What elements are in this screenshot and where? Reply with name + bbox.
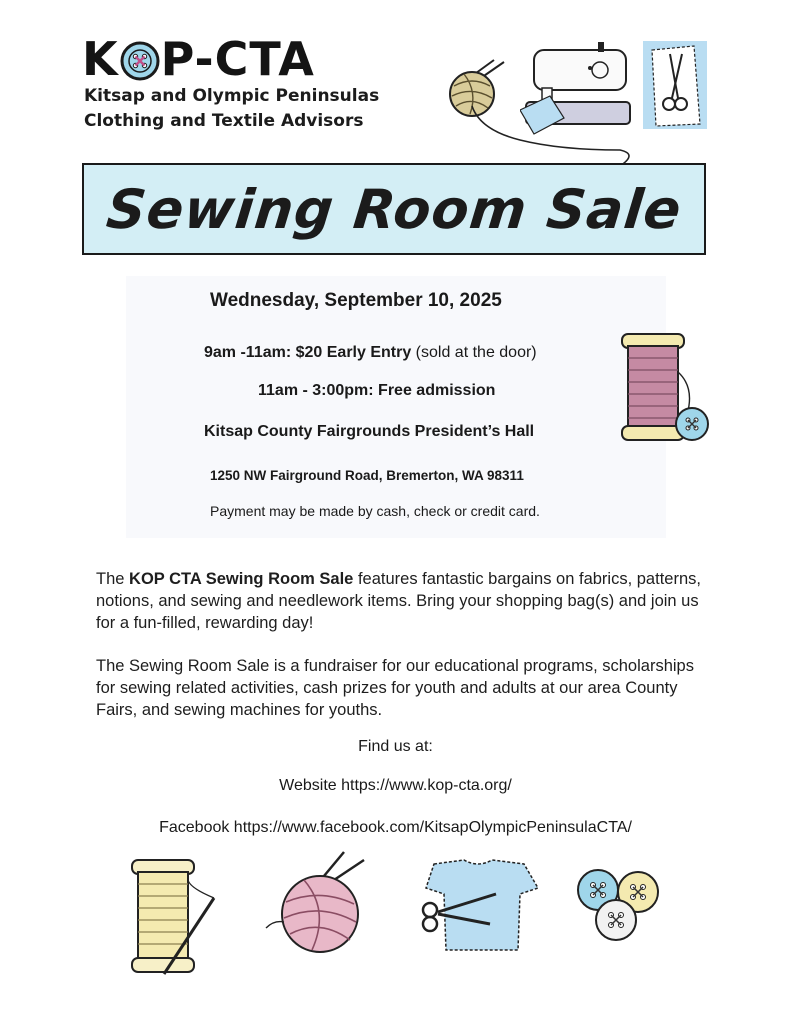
buttons-icon xyxy=(574,864,664,944)
website-link[interactable]: Website https://www.kop-cta.org/ xyxy=(279,777,512,794)
p1-rest: features fantastic bargains on fabrics, patterns, notions, and sewing and needlework items. Bring your shopping bag(s) and join us for a fun-filled, rewarding day! xyxy=(96,570,701,632)
early-entry-time: 9am -11am: $20 Early Entry xyxy=(204,344,412,361)
subtitle-line-2: Clothing and Textile Advisors xyxy=(84,111,364,131)
description-paragraph-2: The Sewing Room Sale is a fundraiser for our educational programs, scholarships for sewing related activities, cash prizes for youth and adults at our area County Fairs, and sewing machines for youths. xyxy=(96,657,694,719)
title-banner xyxy=(82,163,706,255)
venue: Kitsap County Fairgrounds President’s Hall xyxy=(204,423,535,440)
scissors-shirt-icon xyxy=(416,858,542,958)
yarn-ball-pink-icon xyxy=(264,850,384,970)
event-details-panel xyxy=(126,276,666,538)
address: 1250 NW Fairground Road, Bremerton, WA 98311 xyxy=(210,468,524,483)
description-paragraph-1 xyxy=(96,568,716,634)
facebook-link[interactable]: Facebook https://www.facebook.com/KitsapOlympicPeninsulaCTA/ xyxy=(159,819,632,836)
early-entry xyxy=(204,344,537,362)
early-entry-note: (sold at the door) xyxy=(411,344,537,361)
event-date: Wednesday, September 10, 2025 xyxy=(210,290,502,311)
thread-line-icon xyxy=(470,100,640,170)
payment-info: Payment may be made by cash, check or credit card. xyxy=(210,503,540,519)
free-admission: 11am - 3:00pm: Free admission xyxy=(258,382,496,399)
spool-needle-icon xyxy=(130,858,220,978)
logo xyxy=(82,34,315,84)
logo-prefix: K xyxy=(82,32,119,86)
p1-prefix: The xyxy=(96,570,130,588)
pattern-scissors-icon xyxy=(642,40,708,130)
thread-spool-icon xyxy=(620,332,712,448)
p1-bold: KOP CTA Sewing Room Sale xyxy=(129,570,354,588)
subtitle-line-1: Kitsap and Olympic Peninsulas xyxy=(84,86,380,106)
find-us-heading: Find us at: xyxy=(358,738,433,755)
banner-title: Sewing Room Sale xyxy=(103,177,685,241)
button-icon xyxy=(120,41,160,81)
logo-suffix: P-CTA xyxy=(160,32,315,86)
